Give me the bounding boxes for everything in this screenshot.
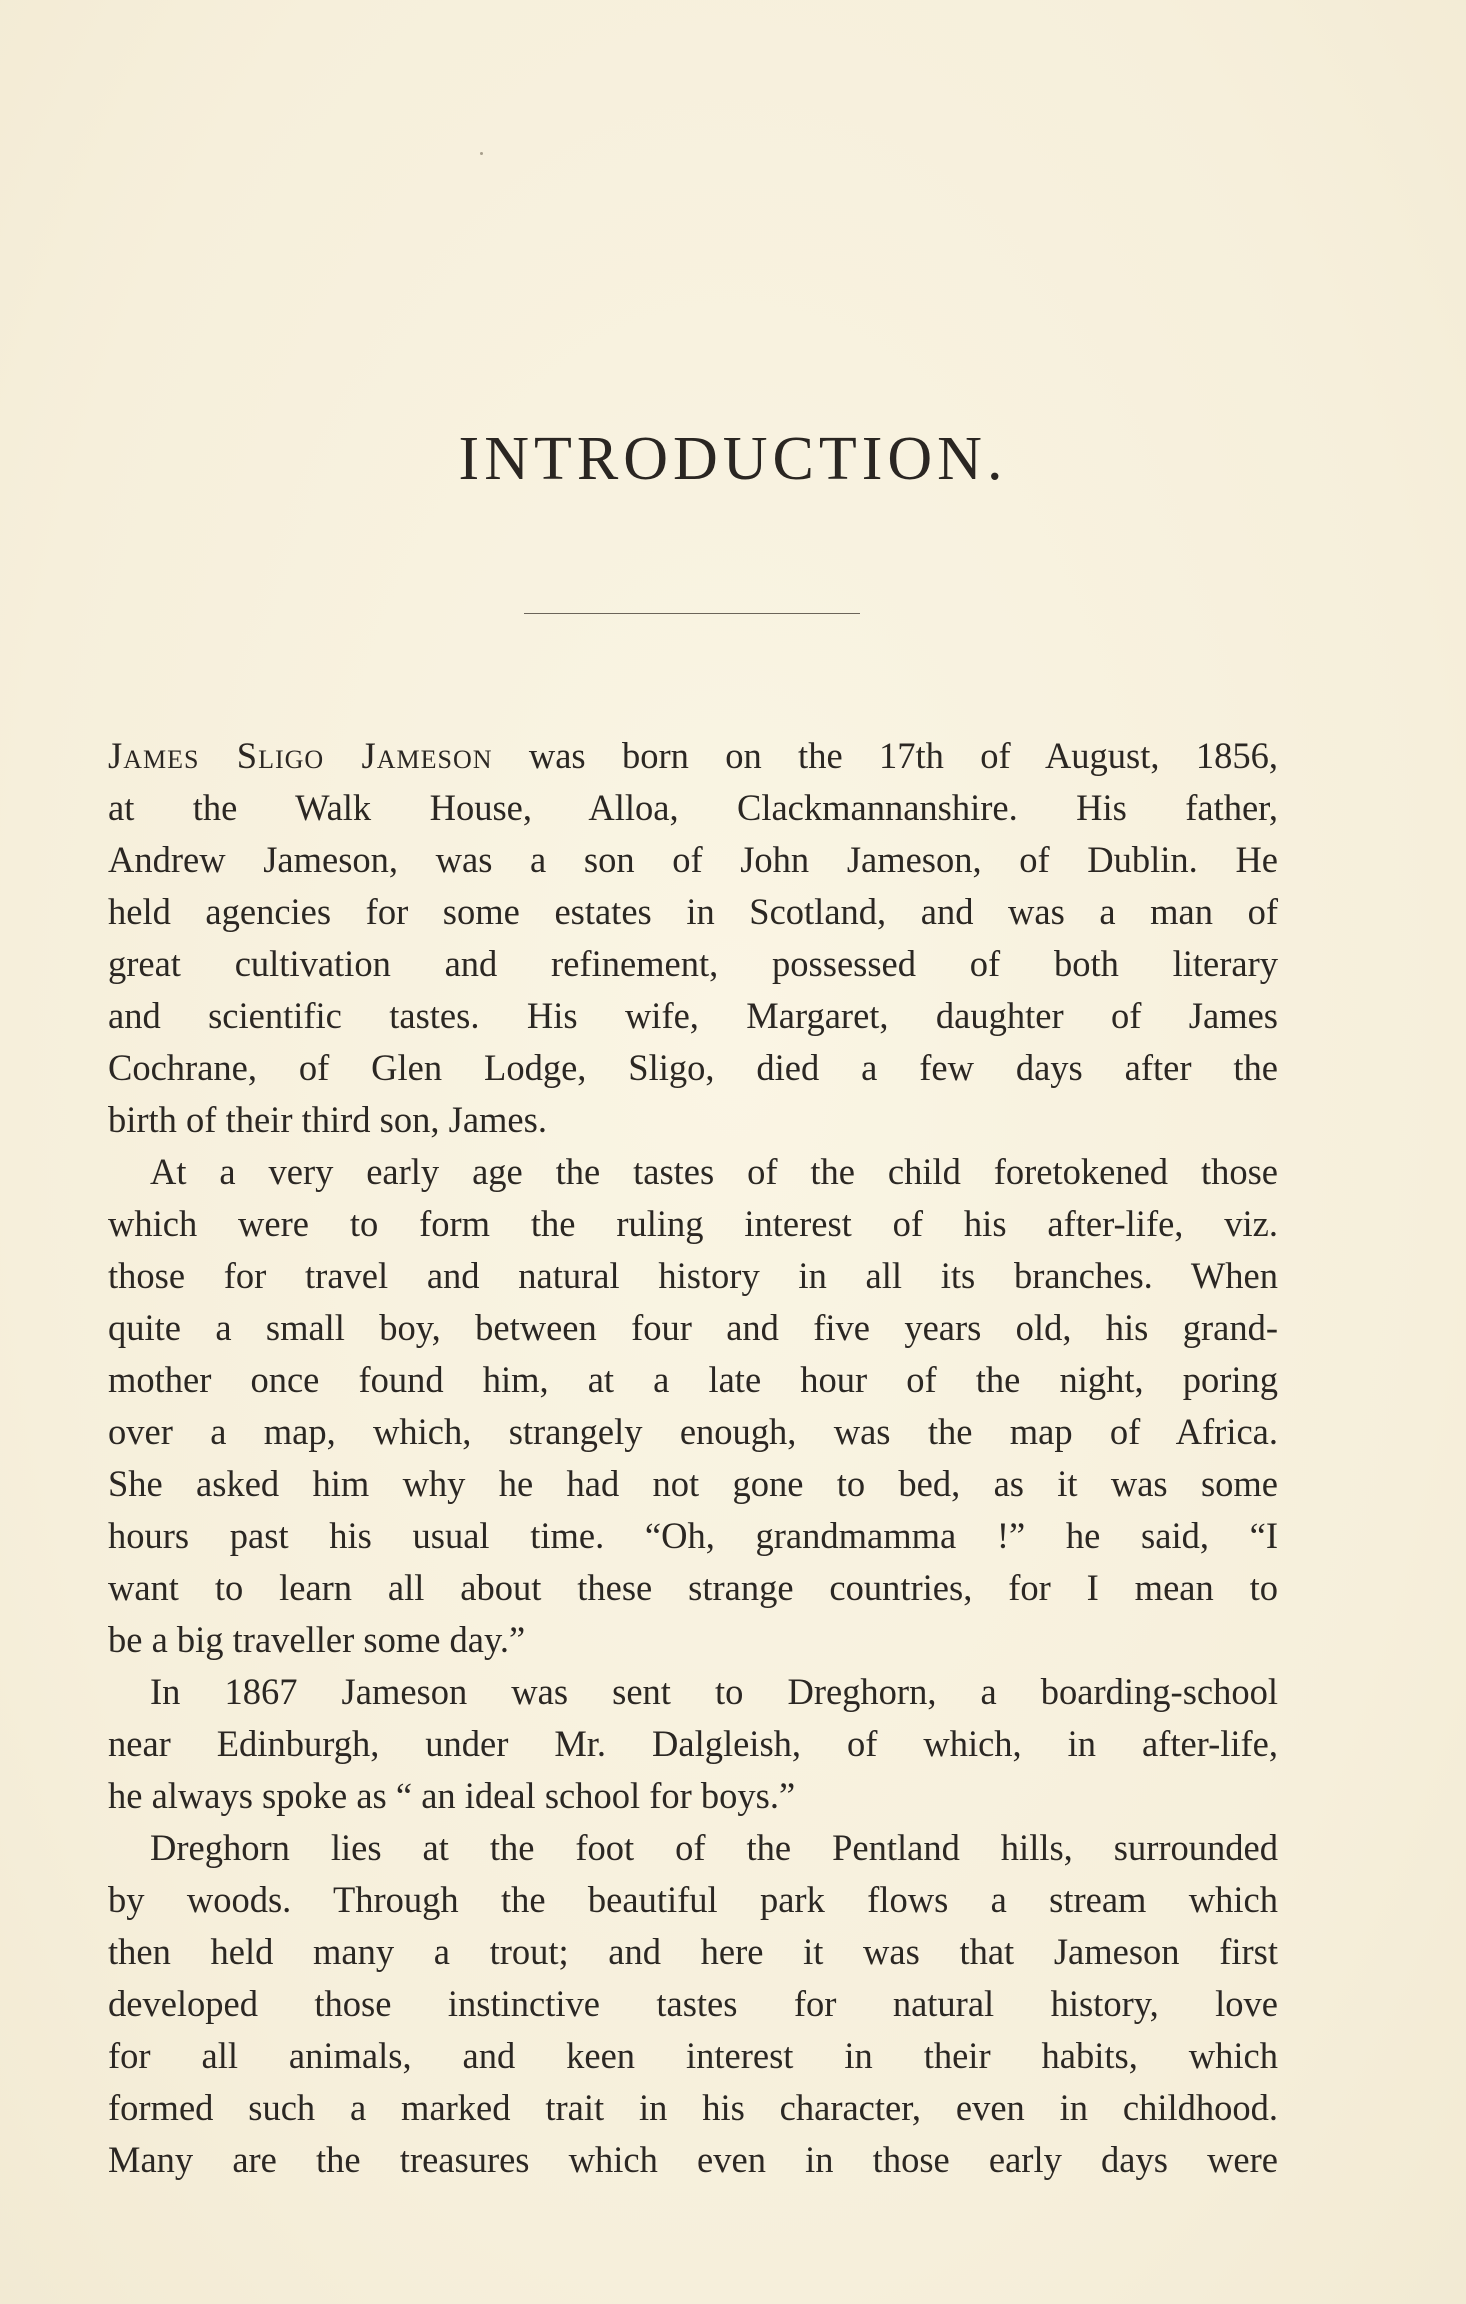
text-line: want to learn all about these strange countries, for I mean to <box>108 1567 1278 1608</box>
text-line: which were to form the ruling interest of his after-life, viz. <box>108 1203 1278 1244</box>
paper-speck <box>480 152 483 155</box>
body-text <box>108 730 1278 2186</box>
text-line: great cultivation and refinement, possessed of both literary <box>108 943 1278 984</box>
text-line: those for travel and natural history in all its branches. When <box>108 1255 1278 1296</box>
text-line: be a big traveller some day.” <box>108 1619 526 1660</box>
text-line: mother once found him, at a late hour of the night, poring <box>108 1359 1278 1400</box>
text-line: birth of their third son, James. <box>108 1099 547 1140</box>
text-line: then held many a trout; and here it was that Jameson first <box>108 1931 1278 1972</box>
text-line: In 1867 Jameson was sent to Dreghorn, a boarding-school <box>150 1671 1278 1712</box>
author-name: James Sligo Jameson <box>108 735 493 776</box>
title-divider <box>524 613 860 614</box>
text-line: She asked him why he had not gone to bed, as it was some <box>108 1463 1278 1504</box>
text-line: At a very early age the tastes of the child foretokened those <box>150 1151 1278 1192</box>
text-line: at the Walk House, Alloa, Clackmannanshire. His father, <box>108 787 1278 828</box>
text-line: Cochrane, of Glen Lodge, Sligo, died a few days after the <box>108 1047 1278 1088</box>
text-line: and scientific tastes. His wife, Margaret, daughter of James <box>108 995 1278 1036</box>
text-line: for all animals, and keen interest in their habits, which <box>108 2035 1278 2076</box>
text-line: Dreghorn lies at the foot of the Pentland hills, surrounded <box>150 1827 1278 1868</box>
chapter-title: INTRODUCTION. <box>458 425 1008 493</box>
text-line: formed such a marked trait in his character, even in childhood. <box>108 2087 1278 2128</box>
text-line: he always spoke as “ an ideal school for boys.” <box>108 1775 796 1816</box>
text-line <box>108 730 1278 782</box>
text-line: by woods. Through the beautiful park flows a stream which <box>108 1879 1278 1920</box>
text-line: near Edinburgh, under Mr. Dalgleish, of which, in after-life, <box>108 1723 1278 1764</box>
text-line: Many are the treasures which even in those early days were <box>108 2139 1278 2180</box>
text-line: over a map, which, strangely enough, was the map of Africa. <box>108 1411 1278 1452</box>
text-line: held agencies for some estates in Scotland, and was a man of <box>108 891 1278 932</box>
text-line-fragment: was born on the 17th of August, 1856, <box>492 735 1278 776</box>
text-line: quite a small boy, between four and five years old, his grand- <box>108 1307 1278 1348</box>
text-line: hours past his usual time. “Oh, grandmamma !” he said, “I <box>108 1515 1278 1556</box>
text-line: developed those instinctive tastes for natural history, love <box>108 1983 1278 2024</box>
text-line: Andrew Jameson, was a son of John Jameson, of Dublin. He <box>108 839 1278 880</box>
